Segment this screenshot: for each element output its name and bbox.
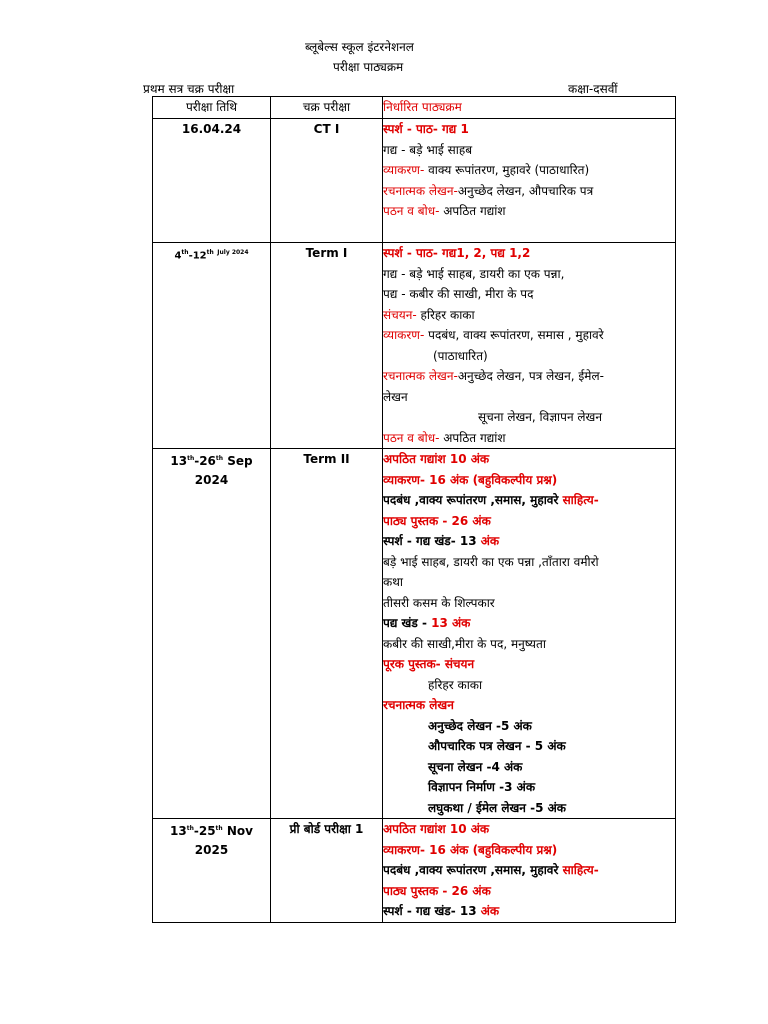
- syllabus-text: कबीर की साखी,मीरा के पद, मनुष्यता: [383, 636, 546, 651]
- syllabus-line: [383, 181, 675, 202]
- syllabus-text: लेखन: [383, 389, 408, 404]
- syllabus-text: पद्य - कबीर की साखी, मीरा के पद: [383, 287, 534, 301]
- exam-date-text: 13th-25th Nov: [170, 824, 253, 838]
- syllabus-text: स्पर्श - गद्य खंड- 13: [383, 534, 481, 548]
- syllabus-line: [383, 346, 675, 367]
- syllabus-heading-text: पूरक पुस्तक- संचयन: [383, 657, 475, 671]
- exam-date-cell: [153, 119, 271, 243]
- exam-date-text: 2025: [194, 842, 229, 857]
- syllabus-line: [383, 736, 675, 757]
- syllabus-text: हरिहर काका: [416, 307, 475, 322]
- syllabus-line: [383, 675, 675, 696]
- class-label: कक्षा-दसवीं: [568, 82, 618, 96]
- cycle-exam-cell: [271, 243, 383, 449]
- syllabus-heading-text: अंक: [480, 904, 500, 918]
- syllabus-line: [383, 140, 675, 161]
- syllabus-cell: [383, 243, 676, 449]
- syllabus-text: बड़े भाई साहब, डायरी का एक पन्ना ,ताँतारा वमीरो: [383, 554, 599, 569]
- exam-date-cell: [153, 819, 271, 923]
- syllabus-heading-text: स्पर्श - पाठ- गद्य 1: [383, 122, 469, 136]
- syllabus-line: [383, 305, 675, 326]
- syllabus-heading-text: व्याकरण- 16 अंक (बहुविकल्पीय प्रश्न): [383, 842, 558, 857]
- syllabus-heading-text: व्याकरण-: [383, 163, 425, 177]
- syllabus-line: [383, 222, 675, 243]
- syllabus-text: वाक्य रूपांतरण, मुहावरे (पाठाधारित): [424, 163, 590, 177]
- cycle-exam-cell: [271, 819, 383, 923]
- syllabus-heading-text: अंक: [480, 534, 500, 548]
- syllabus-text: अनुच्छेद लेखन, पत्र लेखन, ईमेल-: [457, 369, 604, 383]
- syllabus-line: [383, 881, 675, 902]
- syllabus-heading-text: 13 अंक: [431, 616, 471, 630]
- syllabus-line: [383, 531, 675, 552]
- table-row: [153, 119, 676, 243]
- header-exam-date: परीक्षा तिथि: [153, 97, 271, 119]
- syllabus-cell: [383, 819, 676, 923]
- syllabus-heading-text: पठन व बोध-: [383, 430, 440, 445]
- syllabus-text: पदबंध ,वाक्य रूपांतरण ,समास, मुहावरे: [383, 863, 563, 877]
- syllabus-line: [383, 593, 675, 614]
- syllabus-line: [383, 613, 675, 634]
- syllabus-text: लघुकथा / ईमेल लेखन -5 अंक: [428, 800, 567, 815]
- syllabus-line: [383, 490, 675, 511]
- header-prescribed-syllabus: निर्धारित पाठ्यक्रम: [383, 97, 676, 119]
- syllabus-line: [383, 511, 675, 532]
- cycle-exam-name: CT I: [313, 122, 340, 136]
- syllabus-line: [383, 325, 675, 346]
- cycle-exam-name: Term I: [305, 246, 348, 260]
- syllabus-line: [383, 840, 675, 861]
- syllabus-line: [383, 470, 675, 491]
- cycle-exam-cell: [271, 119, 383, 243]
- syllabus-heading-text: अपठित गद्यांश 10 अंक: [383, 822, 490, 836]
- syllabus-heading-text: रचनात्मक लेखन: [383, 698, 454, 712]
- table-row: [153, 243, 676, 449]
- syllabus-line: [383, 449, 675, 470]
- syllabus-text: अपठित गद्यांश: [439, 204, 506, 218]
- exam-date-text: 13th-26th Sep: [170, 454, 253, 468]
- syllabus-heading-text: व्याकरण-: [383, 328, 425, 342]
- syllabus-text: औपचारिक पत्र लेखन - 5 अंक: [428, 739, 566, 753]
- syllabus-line: [383, 284, 675, 305]
- exam-date-cell: [153, 243, 271, 449]
- syllabus-text: अनुच्छेद लेखन, औपचारिक पत्र: [457, 183, 594, 198]
- syllabus-heading-text: रचनात्मक लेखन-: [383, 369, 458, 383]
- syllabus-text: तीसरी कसम के शिल्पकार: [383, 595, 495, 610]
- syllabus-heading-text: पठन व बोध-: [383, 204, 440, 218]
- syllabus-text: पद्य खंड -: [383, 616, 432, 630]
- exam-date-text: 4th-12th $^{July 2024}$: [174, 249, 249, 262]
- syllabus-line: [383, 860, 675, 881]
- syllabus-line: [383, 387, 675, 408]
- syllabus-table: [152, 96, 676, 923]
- syllabus-text: सूचना लेखन -4 अंक: [428, 759, 523, 774]
- syllabus-text: गद्य - बड़े भाई साहब: [383, 142, 473, 157]
- syllabus-line: [383, 552, 675, 573]
- syllabus-line: [383, 716, 675, 737]
- syllabus-cell: [383, 449, 676, 819]
- syllabus-text: अनुच्छेद लेखन -5 अंक: [428, 718, 532, 733]
- exam-date-text: 16.04.24: [181, 122, 242, 136]
- syllabus-text: (पाठाधारित): [433, 348, 488, 363]
- document-title: परीक्षा पाठ्यक्रम: [333, 60, 404, 74]
- syllabus-line: [383, 572, 675, 593]
- syllabus-line: [383, 119, 675, 140]
- header-cycle-exam: चक्र परीक्षा: [271, 97, 383, 119]
- syllabus-line: [383, 264, 675, 285]
- cycle-exam-name: Term II: [303, 452, 350, 466]
- syllabus-text: पदबंध, वाक्य रूपांतरण, समास , मुहावरे: [424, 328, 604, 342]
- cycle-exam-name: प्री बोर्ड परीक्षा 1: [289, 822, 364, 836]
- syllabus-line: [383, 634, 675, 655]
- table-body: [153, 119, 676, 923]
- table-row: [153, 819, 676, 923]
- syllabus-heading-text: साहित्य-: [562, 493, 599, 507]
- syllabus-line: [383, 407, 675, 428]
- exam-date-text: 2024: [194, 472, 229, 487]
- syllabus-heading-text: रचनात्मक लेखन-: [383, 183, 458, 198]
- syllabus-line: [383, 819, 675, 840]
- syllabus-heading-text: साहित्य-: [562, 863, 599, 877]
- syllabus-line: [383, 901, 675, 922]
- exam-date-cell: [153, 449, 271, 819]
- syllabus-text: अपठित गद्यांश: [439, 430, 506, 445]
- syllabus-line: [383, 428, 675, 449]
- syllabus-line: [383, 201, 675, 222]
- table-row: [153, 449, 676, 819]
- syllabus-text: गद्य - बड़े भाई साहब, डायरी का एक पन्ना,: [383, 266, 565, 281]
- syllabus-heading-text: व्याकरण- 16 अंक (बहुविकल्पीय प्रश्न): [383, 472, 558, 487]
- syllabus-heading-text: अपठित गद्यांश 10 अंक: [383, 452, 490, 466]
- syllabus-line: [383, 777, 675, 798]
- table-header-row: [153, 97, 676, 119]
- syllabus-text: हरिहर काका: [428, 677, 483, 692]
- syllabus-line: [383, 757, 675, 778]
- syllabus-line: [383, 695, 675, 716]
- syllabus-heading-text: पाठ्य पुस्तक - 26 अंक: [383, 883, 491, 898]
- syllabus-text: विज्ञापन निर्माण -3 अंक: [428, 780, 536, 794]
- syllabus-text: स्पर्श - गद्य खंड- 13: [383, 904, 481, 918]
- syllabus-text: पदबंध ,वाक्य रूपांतरण ,समास, मुहावरे: [383, 493, 563, 507]
- session-label: प्रथम सत्र चक्र परीक्षा: [143, 82, 235, 96]
- syllabus-line: [383, 654, 675, 675]
- syllabus-line: [383, 243, 675, 264]
- syllabus-heading-text: संचयन-: [383, 307, 417, 322]
- syllabus-line: [383, 798, 675, 819]
- cycle-exam-cell: [271, 449, 383, 819]
- syllabus-line: [383, 366, 675, 387]
- syllabus-heading-text: पाठ्य पुस्तक - 26 अंक: [383, 513, 491, 528]
- syllabus-cell: [383, 119, 676, 243]
- syllabus-text: कथा: [383, 575, 403, 589]
- syllabus-heading-text: स्पर्श - पाठ- गद्य1, 2, पद्य 1,2: [383, 246, 531, 260]
- school-name: ब्लूबेल्स स्कूल इंटरनेशनल: [305, 40, 414, 54]
- syllabus-text: सूचना लेखन, विज्ञापन लेखन: [478, 410, 603, 424]
- syllabus-line: [383, 160, 675, 181]
